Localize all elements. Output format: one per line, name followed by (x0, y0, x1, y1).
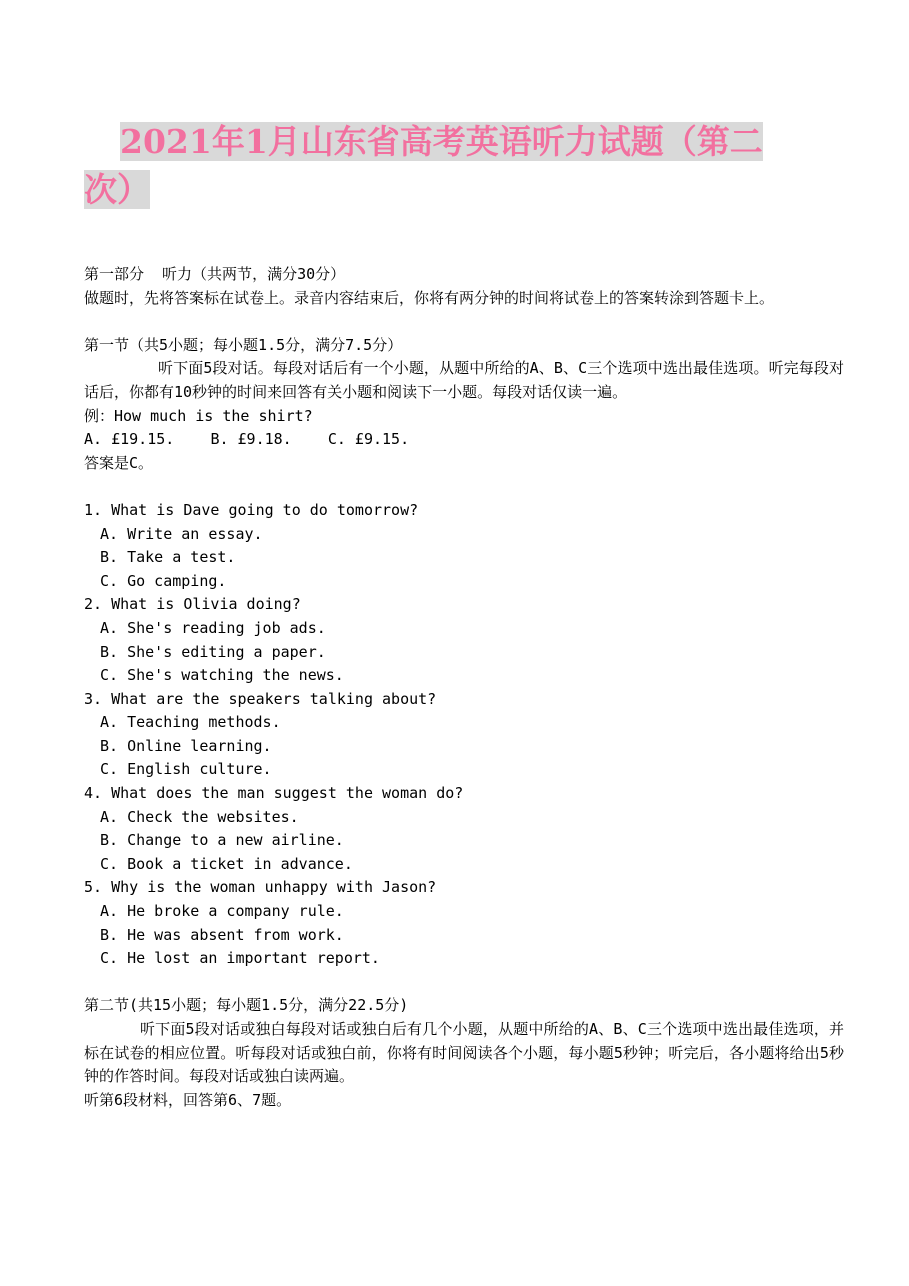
document-title (84, 118, 784, 214)
option-a: A. Teaching methods. (100, 713, 281, 732)
question-5 (84, 876, 844, 970)
option-b: B. Online learning. (100, 736, 272, 755)
option-c: C. She's watching the news. (100, 666, 344, 685)
option-c: C. Go camping. (100, 571, 227, 590)
question-text: 5. Why is the woman unhappy with Jason? (84, 878, 437, 897)
section2-heading: 第二节(共15小题；每小题1.5分，满分22.5分) (84, 996, 409, 1015)
part1-instruction: 做题时，先将答案标在试卷上。录音内容结束后，你将有两分钟的时间将试卷上的答案转涂到答题卡上。 (84, 288, 775, 307)
question-text: 3. What are the speakers talking about? (84, 689, 437, 708)
title-line-1: 2021年1月山东省高考英语听力试题（第二 (120, 122, 763, 161)
question-2 (84, 593, 844, 687)
option-c: C. Book a ticket in advance. (100, 854, 353, 873)
example-answer: 答案是C。 (84, 453, 154, 472)
example-question: 例：How much is the shirt? (84, 406, 313, 425)
section1-heading: 第一节（共5小题；每小题1.5分，满分7.5分） (84, 335, 403, 354)
question-text: 2. What is Olivia doing? (84, 595, 301, 614)
option-c: C. English culture. (100, 760, 272, 779)
question-3 (84, 688, 844, 782)
document-body (84, 263, 844, 1112)
question-text: 4. What does the man suggest the woman do? (84, 784, 464, 803)
example-choices (84, 428, 844, 452)
option-c: C. He lost an important report. (100, 949, 380, 968)
option-b: B. He was absent from work. (100, 925, 344, 944)
option-a: A. Write an essay. (100, 524, 263, 543)
question-4 (84, 782, 844, 876)
section1-instruction: 听下面5段对话。每段对话后有一个小题，从题中所给的A、B、C三个选项中选出最佳选项。听完每段对话后，你都有10秒钟的时间来回答有关小题和阅读下一小题。每段对话仅读一遍。 (84, 359, 844, 401)
example-choice-a: A. £19.15. (84, 430, 175, 449)
section2-material: 听第6段材料，回答第6、7题。 (84, 1090, 292, 1109)
example-choice-b: B. £9.18. (210, 430, 292, 449)
option-b: B. Take a test. (100, 548, 236, 567)
question-1 (84, 499, 844, 593)
section2-instruction: 听下面5段对话或独白每段对话或独白后有几个小题，从题中所给的A、B、C三个选项中选出最佳选项，并标在试卷的相应位置。听每段对话或独白前，你将有时间阅读各个小题，每小题5秒钟；听完后，各小题将给出5秒钟的作答时间。每段对话或独白读两遍。 (84, 1020, 844, 1086)
option-a: A. Check the websites. (100, 807, 299, 826)
option-a: A. He broke a company rule. (100, 902, 344, 921)
option-a: A. She's reading job ads. (100, 618, 326, 637)
example-choice-c: C. £9.15. (327, 430, 410, 449)
option-b: B. She's editing a paper. (100, 642, 326, 661)
part1-heading: 第一部分 听力（共两节，满分30分） (84, 265, 346, 283)
option-b: B. Change to a new airline. (100, 831, 344, 850)
title-line-2: 次） (84, 170, 150, 209)
question-text: 1. What is Dave going to do tomorrow? (84, 500, 419, 519)
